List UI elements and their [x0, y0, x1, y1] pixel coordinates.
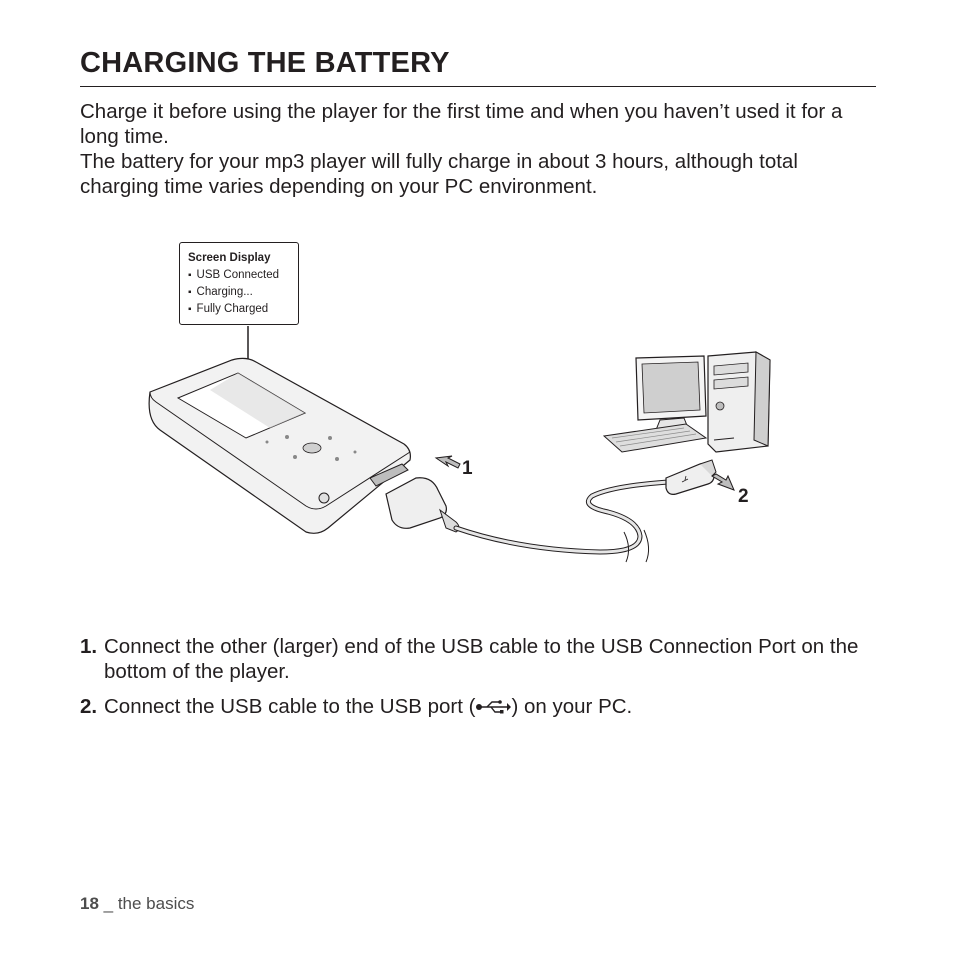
page-number: 18	[80, 894, 99, 913]
screen-display-list	[188, 267, 290, 318]
desktop-pc-illustration	[604, 352, 770, 452]
step-text-after: ) on your PC.	[511, 695, 633, 718]
usb-cable-illustration	[386, 460, 716, 562]
screen-display-box	[179, 242, 299, 325]
mp3-player-illustration	[149, 358, 410, 533]
step-text-before: Connect the USB cable to the USB port (	[104, 695, 476, 718]
step-1	[80, 634, 880, 684]
callout-2: 2	[738, 486, 749, 507]
arrow-icon	[436, 456, 460, 468]
intro-paragraph-2: The battery for your mp3 player will fully charge in about 3 hours, although total charging time varies depending on your PC environment.	[80, 150, 798, 198]
list-item: ▪ Charging...	[188, 284, 290, 301]
step-text: Connect the other (larger) end of the USB cable to the USB Connection Port on the bottom of the player.	[104, 635, 859, 683]
step-number: 1.	[80, 635, 98, 658]
section-name: the basics	[117, 894, 195, 913]
callout-1: 1	[462, 458, 473, 479]
usb-icon	[475, 696, 511, 721]
intro-paragraph-1: Charge it before using the player for the first time and when you haven’t used it for a long time.	[80, 100, 843, 148]
screen-display-title: Screen Display	[188, 252, 271, 264]
page-footer	[80, 894, 194, 914]
step-number: 2.	[80, 695, 98, 718]
footer-separator: _	[98, 894, 118, 913]
steps-list	[80, 634, 880, 721]
list-item: ▪ USB Connected	[188, 267, 290, 284]
list-item: ▪ Fully Charged	[188, 301, 290, 318]
step-2	[80, 694, 880, 721]
arrow-icon	[712, 474, 734, 490]
page-title: CHARGING THE BATTERY	[80, 47, 450, 79]
